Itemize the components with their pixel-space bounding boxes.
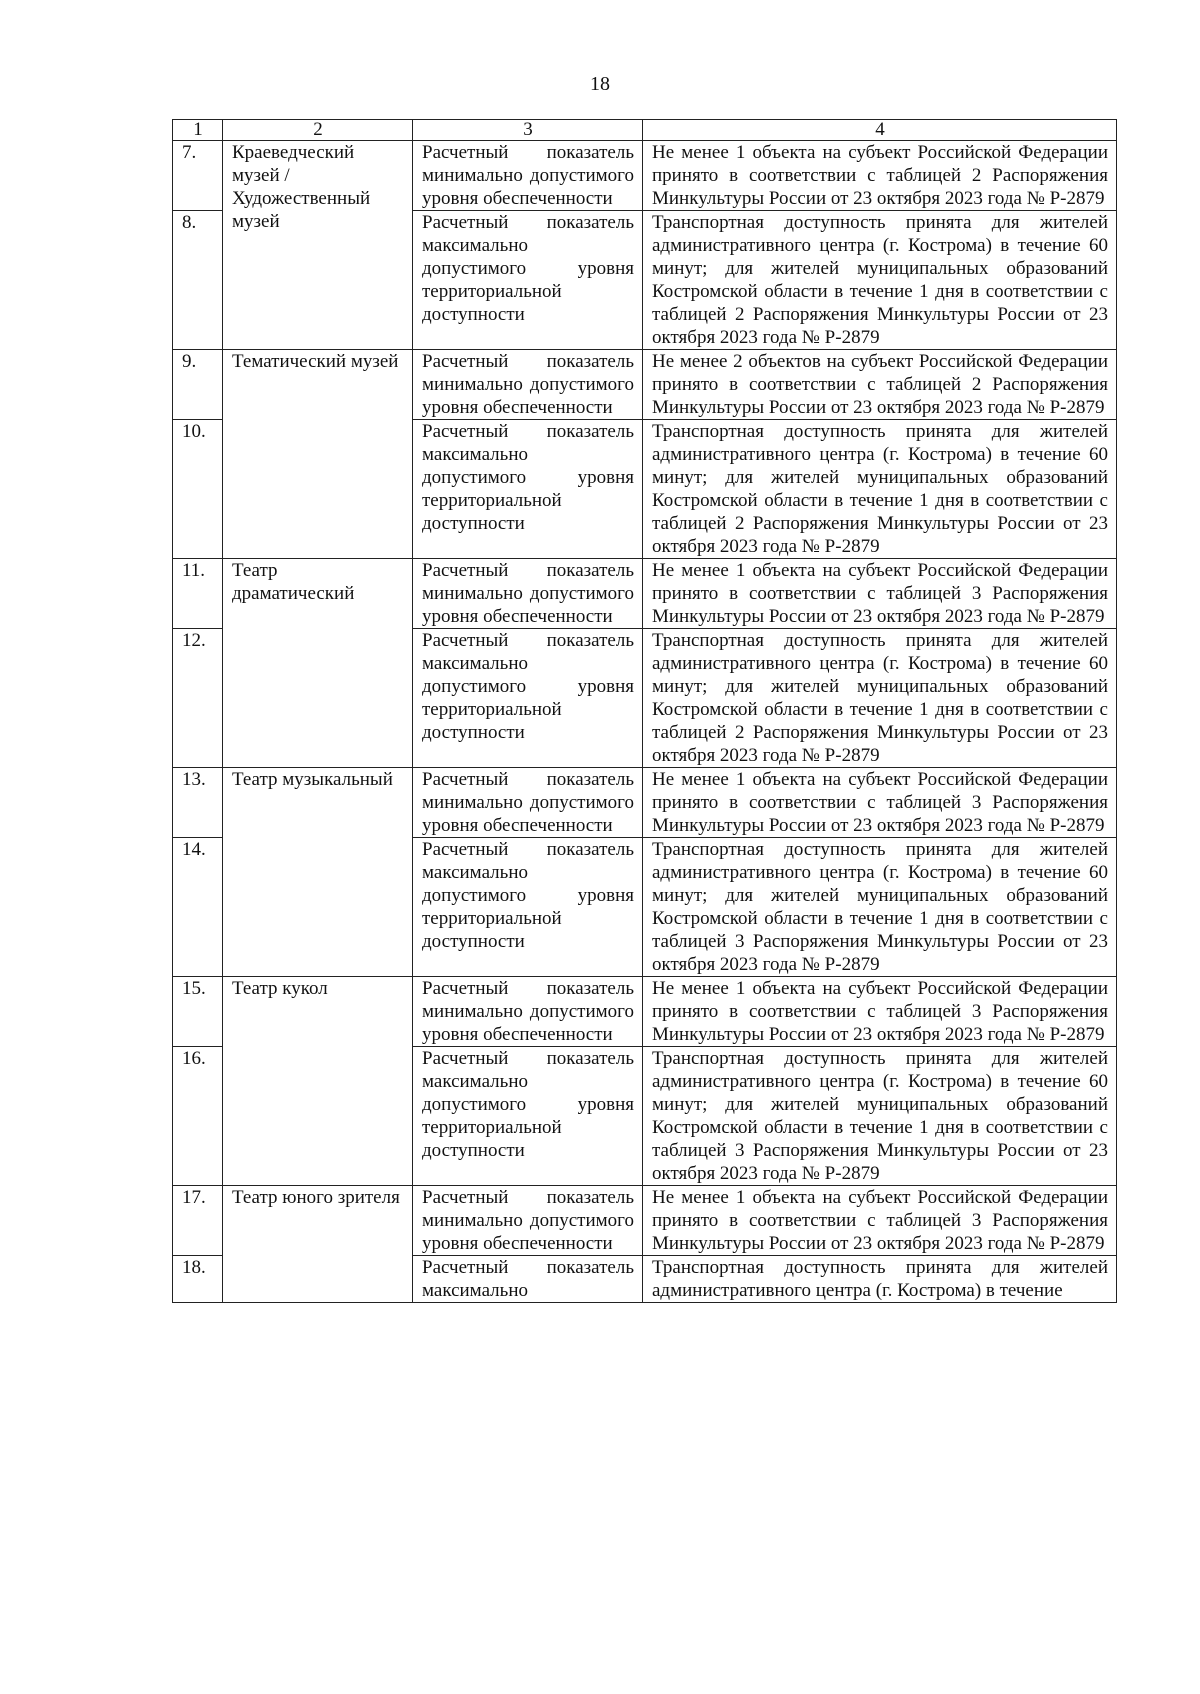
row-number: 17. <box>173 1186 223 1256</box>
value-cell: Не менее 1 объекта на субъект Российской Федерации принято в соответствии с таблицей 2 Распоряжения Минкультуры России от 23 октября 2023 года № Р-2879 <box>643 141 1117 211</box>
value-cell: Транспортная доступность принята для жителей административного центра (г. Кострома) в течение <box>643 1256 1117 1303</box>
row-number: 10. <box>173 420 223 559</box>
header-cell-1: 1 <box>173 120 223 141</box>
row-number: 16. <box>173 1047 223 1186</box>
table-row <box>173 977 1117 1047</box>
header-cell-2: 2 <box>223 120 413 141</box>
facility-name: Театр кукол <box>223 977 413 1186</box>
facility-name: Театр юного зрителя <box>223 1186 413 1303</box>
indicator-cell: Расчетный показатель максимально допустимого уровня территориальной доступности <box>413 420 643 559</box>
indicator-cell: Расчетный показатель минимально допустимого уровня обеспеченности <box>413 350 643 420</box>
value-cell: Не менее 1 объекта на субъект Российской Федерации принято в соответствии с таблицей 3 Распоряжения Минкультуры России от 23 октября 2023 года № Р-2879 <box>643 768 1117 838</box>
table-row <box>173 1186 1117 1256</box>
page-number: 18 <box>590 73 610 95</box>
facility-name: Краеведческий музей / Художественный музей <box>223 141 413 350</box>
row-number: 18. <box>173 1256 223 1303</box>
table-row <box>173 768 1117 838</box>
row-number: 12. <box>173 629 223 768</box>
value-cell: Транспортная доступность принята для жителей административного центра (г. Кострома) в течение 60 минут; для жителей муниципальных образований Костромской области в течение 1 дня в соответствии с таблицей 3 Распоряжения Минкультуры России от 23 октября 2023 года № Р-2879 <box>643 1047 1117 1186</box>
requirements-table <box>172 119 1117 1303</box>
header-cell-3: 3 <box>413 120 643 141</box>
value-cell: Не менее 1 объекта на субъект Российской Федерации принято в соответствии с таблицей 3 Распоряжения Минкультуры России от 23 октября 2023 года № Р-2879 <box>643 559 1117 629</box>
row-number: 14. <box>173 838 223 977</box>
row-number: 13. <box>173 768 223 838</box>
value-cell: Не менее 1 объекта на субъект Российской Федерации принято в соответствии с таблицей 3 Распоряжения Минкультуры России от 23 октября 2023 года № Р-2879 <box>643 977 1117 1047</box>
row-number: 11. <box>173 559 223 629</box>
table-row <box>173 559 1117 629</box>
indicator-cell: Расчетный показатель максимально <box>413 1256 643 1303</box>
indicator-cell: Расчетный показатель минимально допустимого уровня обеспеченности <box>413 1186 643 1256</box>
indicator-cell: Расчетный показатель максимально допустимого уровня территориальной доступности <box>413 838 643 977</box>
indicator-cell: Расчетный показатель максимально допустимого уровня территориальной доступности <box>413 1047 643 1186</box>
indicator-cell: Расчетный показатель минимально допустимого уровня обеспеченности <box>413 977 643 1047</box>
value-cell: Транспортная доступность принята для жителей административного центра (г. Кострома) в течение 60 минут; для жителей муниципальных образований Костромской области в течение 1 дня в соответствии с таблицей 3 Распоряжения Минкультуры России от 23 октября 2023 года № Р-2879 <box>643 838 1117 977</box>
row-number: 9. <box>173 350 223 420</box>
indicator-cell: Расчетный показатель максимально допустимого уровня территориальной доступности <box>413 211 643 350</box>
value-cell: Транспортная доступность принята для жителей административного центра (г. Кострома) в течение 60 минут; для жителей муниципальных образований Костромской области в течение 1 дня в соответствии с таблицей 2 Распоряжения Минкультуры России от 23 октября 2023 года № Р-2879 <box>643 420 1117 559</box>
table-row <box>173 350 1117 420</box>
facility-name: Тематический музей <box>223 350 413 559</box>
value-cell: Не менее 2 объектов на субъект Российской Федерации принято в соответствии с таблицей 2 Распоряжения Минкультуры России от 23 октября 2023 года № Р-2879 <box>643 350 1117 420</box>
facility-name: Театр музыкальный <box>223 768 413 977</box>
row-number: 8. <box>173 211 223 350</box>
row-number: 7. <box>173 141 223 211</box>
indicator-cell: Расчетный показатель минимально допустимого уровня обеспеченности <box>413 768 643 838</box>
header-cell-4: 4 <box>643 120 1117 141</box>
value-cell: Не менее 1 объекта на субъект Российской Федерации принято в соответствии с таблицей 3 Распоряжения Минкультуры России от 23 октября 2023 года № Р-2879 <box>643 1186 1117 1256</box>
table-header-row <box>173 120 1117 141</box>
value-cell: Транспортная доступность принята для жителей административного центра (г. Кострома) в течение 60 минут; для жителей муниципальных образований Костромской области в течение 1 дня в соответствии с таблицей 2 Распоряжения Минкультуры России от 23 октября 2023 года № Р-2879 <box>643 629 1117 768</box>
table-row <box>173 141 1117 211</box>
value-cell: Транспортная доступность принята для жителей административного центра (г. Кострома) в течение 60 минут; для жителей муниципальных образований Костромской области в течение 1 дня в соответствии с таблицей 2 Распоряжения Минкультуры России от 23 октября 2023 года № Р-2879 <box>643 211 1117 350</box>
indicator-cell: Расчетный показатель минимально допустимого уровня обеспеченности <box>413 141 643 211</box>
facility-name: Театр драматический <box>223 559 413 768</box>
indicator-cell: Расчетный показатель минимально допустимого уровня обеспеченности <box>413 559 643 629</box>
row-number: 15. <box>173 977 223 1047</box>
indicator-cell: Расчетный показатель максимально допустимого уровня территориальной доступности <box>413 629 643 768</box>
table-body <box>173 120 1117 1303</box>
